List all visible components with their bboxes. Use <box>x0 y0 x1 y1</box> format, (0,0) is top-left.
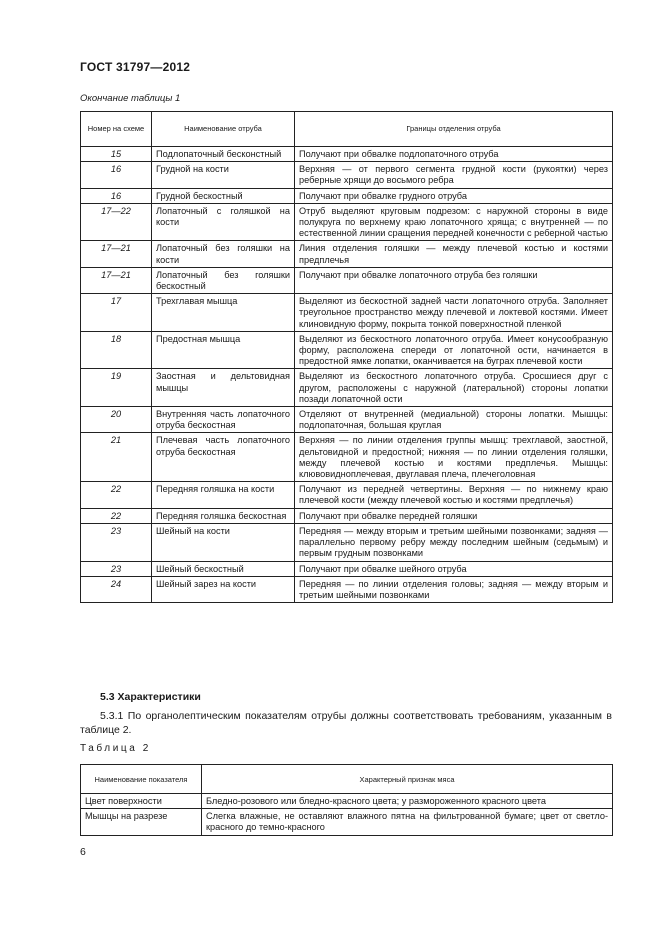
row-number: 23 <box>81 523 152 561</box>
row-bounds: Получают при обвалке подлопаточного отруба <box>295 147 613 162</box>
row-bounds: Получают при обвалке передней голяшки <box>295 508 613 523</box>
page-number: 6 <box>80 846 86 858</box>
table-row <box>81 809 613 835</box>
table-row <box>81 162 613 188</box>
row-bounds: Верхняя — от первого сегмента грудной кости (рукоятки) через реберные хрящи до восьмого ребра <box>295 162 613 188</box>
indicator-value: Слегка влажные, не оставляют влажного пятна на фильтрованной бумаге; цвет от светло-красного до темно-красного <box>202 809 613 835</box>
section-title: 5.3 Характеристики <box>100 691 201 703</box>
table-row <box>81 433 613 482</box>
row-number: 19 <box>81 369 152 407</box>
row-bounds: Отделяют от внутренней (медиальной) стороны лопатки. Мышцы: подлопаточная, большая круглая <box>295 407 613 433</box>
indicator-value: Бледно-розового или бледно-красного цвета; у размороженного красного цвета <box>202 794 613 809</box>
table-row <box>81 188 613 203</box>
row-name: Шейный бескостный <box>152 561 295 576</box>
row-number: 24 <box>81 576 152 602</box>
row-name: Заостная и дельтовидная мышцы <box>152 369 295 407</box>
table2-header-indicator: Наименование показателя <box>81 765 202 794</box>
table-row <box>81 561 613 576</box>
row-bounds: Отруб выделяют круговым подрезом: с наружной стороны в виде полукруга по верхнему краю лопаточного хряща; с внутренней — по естественной линии сращения передней конечности с реберной частью <box>295 203 613 241</box>
row-number: 18 <box>81 331 152 369</box>
table1 <box>80 111 613 603</box>
row-name: Передняя голяшка на кости <box>152 482 295 508</box>
table-row <box>81 576 613 602</box>
table1-header-name: Наименование отруба <box>152 112 295 147</box>
row-bounds: Получают из передней четвертины. Верхняя — по нижнему краю плечевой кости (между плечевой костью и костями предплечья) <box>295 482 613 508</box>
row-name: Шейный зарез на кости <box>152 576 295 602</box>
row-bounds: Выделяют из бескостного лопаточного отруба. Имеет конусообразную форму, расположена спереди от лопаточной ости, начинается в предостной ямке лопатки, оканчивается на буграх плечевой кости <box>295 331 613 369</box>
row-number: 20 <box>81 407 152 433</box>
row-number: 22 <box>81 508 152 523</box>
table-row <box>81 523 613 561</box>
row-name: Внутренняя часть лопаточного отруба бескостная <box>152 407 295 433</box>
table2-header-feature: Характерный признак мяса <box>202 765 613 794</box>
table2-header-row <box>81 765 613 794</box>
row-bounds: Верхняя — по линии отделения группы мышц: трехглавой, заостной, дельтовидной и предостной; нижняя — по линии отделения голяшки, между плечевой костью и костями предплечья. Мышцы: клювовидноплечевая, двуглавая плеча, плечеголовная <box>295 433 613 482</box>
row-number: 17—21 <box>81 267 152 293</box>
table-row <box>81 794 613 809</box>
row-name: Трехглавая мышца <box>152 294 295 332</box>
section-paragraph: 5.3.1 По органолептическим показателям отрубы должны соответствовать требованиям, указанным в таблице 2. <box>80 710 612 736</box>
row-name: Плечевая часть лопаточного отруба бескостная <box>152 433 295 482</box>
row-number: 22 <box>81 482 152 508</box>
row-bounds: Передняя — между вторым и третьим шейными позвонками; задняя — параллельно первому ребру между последним шейным (седьмым) и первым грудным позвонками <box>295 523 613 561</box>
row-bounds: Получают при обвалке шейного отруба <box>295 561 613 576</box>
table-row <box>81 241 613 267</box>
row-name: Предостная мышца <box>152 331 295 369</box>
row-name: Грудной бескостный <box>152 188 295 203</box>
row-number: 21 <box>81 433 152 482</box>
indicator-name: Цвет поверхности <box>81 794 202 809</box>
table2-caption: Таблица 2 <box>80 743 151 754</box>
row-name: Лопаточный без голяшки бескостный <box>152 267 295 293</box>
document-code: ГОСТ 31797—2012 <box>80 60 191 74</box>
row-number: 17—21 <box>81 241 152 267</box>
indicator-name: Мышцы на разрезе <box>81 809 202 835</box>
row-number: 17 <box>81 294 152 332</box>
table-row <box>81 147 613 162</box>
row-name: Шейный на кости <box>152 523 295 561</box>
row-number: 16 <box>81 188 152 203</box>
row-bounds: Выделяют из бескостной задней части лопаточного отруба. Заполняет треугольное пространство между плечевой и локтевой костями. Имеет клиновидную форму, покрыта тонкой поверхностной пленкой <box>295 294 613 332</box>
table1-header-number: Номер на схеме <box>81 112 152 147</box>
table1-header-row <box>81 112 613 147</box>
row-name: Подлопаточный бесконстный <box>152 147 295 162</box>
row-bounds: Передняя — по линии отделения головы; задняя — между вторым и третьим шейными позвонками <box>295 576 613 602</box>
row-bounds: Линия отделения голяшки — между плечевой костью и костями предплечья <box>295 241 613 267</box>
table-row <box>81 267 613 293</box>
row-name: Передняя голяшка бескостная <box>152 508 295 523</box>
table2 <box>80 764 613 836</box>
table-row <box>81 508 613 523</box>
table-row <box>81 369 613 407</box>
row-bounds: Выделяют из бескостного лопаточного отруба. Сросшиеся друг с другом, расположены с наружной (латеральной) стороны лопатки позади лопаточной ости <box>295 369 613 407</box>
table-row <box>81 203 613 241</box>
table-row <box>81 482 613 508</box>
table-row <box>81 294 613 332</box>
table-row <box>81 331 613 369</box>
table1-caption: Окончание таблицы 1 <box>80 93 181 104</box>
row-number: 17—22 <box>81 203 152 241</box>
row-name: Лопаточный без голяшки на кости <box>152 241 295 267</box>
table-row <box>81 407 613 433</box>
row-name: Лопаточный с голяшкой на кости <box>152 203 295 241</box>
row-name: Грудной на кости <box>152 162 295 188</box>
row-number: 23 <box>81 561 152 576</box>
table1-header-bounds: Границы отделения отруба <box>295 112 613 147</box>
row-number: 16 <box>81 162 152 188</box>
row-bounds: Получают при обвалке грудного отруба <box>295 188 613 203</box>
row-bounds: Получают при обвалке лопаточного отруба без голяшки <box>295 267 613 293</box>
row-number: 15 <box>81 147 152 162</box>
